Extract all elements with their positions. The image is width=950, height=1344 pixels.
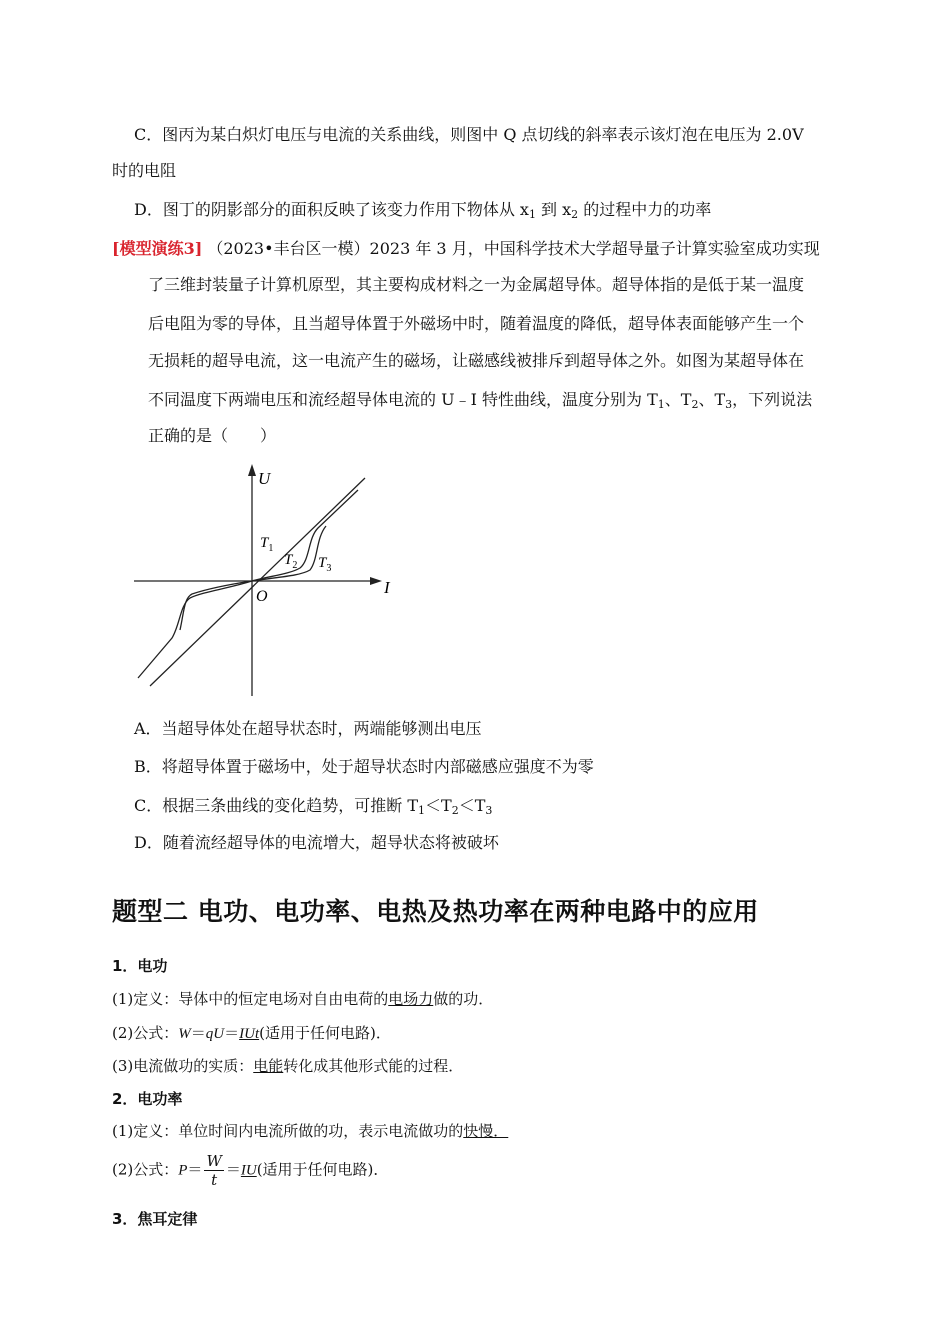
option-c-prev-line2: 时的电阻 <box>112 161 177 180</box>
exercise-line6: 正确的是（ ） <box>148 426 277 445</box>
power-formula: (2)公式：P＝ $\frac{W}{t}$ ＝IU(适用于任何电路)． <box>112 1152 389 1189</box>
section-title: 题型二 电功、电功率、电热及热功率在两种电路中的应用 <box>112 897 759 926</box>
curve-t2 <box>138 490 358 678</box>
work-formula: (2)公式：W＝qU＝IUt(适用于任何电路)． <box>112 1024 391 1042</box>
exercise-line4: 无损耗的超导电流，这一电流产生的磁场，让磁感线被排斥到超导体之外。如图为某超导体在 <box>148 351 805 370</box>
origin-label: O <box>256 588 268 605</box>
exercise-first-line: [模型演练3] （2023•丰台区一模）2023 年 3 月，中国科学技术大学超导量子计算实验室成功实现 <box>112 239 820 258</box>
work-definition: (1)定义：导体中的恒定电场对自由电荷的电场力做的功． <box>112 990 494 1008</box>
u-axis-arrow-icon <box>248 464 256 476</box>
curve-t1 <box>150 478 365 686</box>
option-c: C．根据三条曲线的变化趋势，可推断 $T_1<T_2<T_3$ <box>134 796 493 817</box>
i-axis-arrow-icon <box>370 577 382 585</box>
exercise-line5: 不同温度下两端电压和流经超导体电流的 U﹣I 特性曲线，温度分别为 $T_1$、$T_2$、$T_3$，下列说法 <box>148 390 813 411</box>
curve-t3 <box>180 526 326 630</box>
exercise-line3: 后电阻为零的导体，且当超导体置于外磁场中时，随着温度的降低，超导体表面能够产生一个 <box>148 314 805 333</box>
option-b: B．将超导体置于磁场中，处于超导状态时内部磁感应强度不为零 <box>134 757 594 776</box>
option-c-prev-line1: C．图丙为某白炽灯电压与电流的关系曲线，则图中 Q 点切线的斜率表示该灯泡在电压为 2.0V <box>134 125 804 144</box>
exercise-tag: [模型演练3] <box>112 239 203 258</box>
t1-label: $T_1$ <box>260 535 274 554</box>
t3-label: $T_3$ <box>318 555 332 574</box>
t2-label: $T_2$ <box>284 552 298 571</box>
option-d-prev: D．图丁的阴影部分的面积反映了该变力作用下物体从 $x_1$ 到 $x_2$ 的过程中力的功率 <box>134 200 712 221</box>
heading-electric-power: 2．电功率 <box>112 1090 183 1108</box>
u-axis-label: U <box>258 469 271 488</box>
option-a: A．当超导体处在超导状态时，两端能够测出电压 <box>134 719 482 738</box>
work-formula-blank: IUt <box>239 1026 260 1042</box>
heading-electric-work: 1．电功 <box>112 957 168 975</box>
power-definition-blank: 快慢． <box>463 1122 509 1140</box>
option-d: D．随着流经超导体的电流增大，超导状态将被破坏 <box>134 833 499 852</box>
power-definition: (1)定义：单位时间内电流所做的功，表示电流做功的快慢． <box>112 1122 509 1140</box>
ui-characteristic-graph <box>120 460 410 700</box>
exercise-line2: 了三维封装量子计算机原型，其主要构成材料之一为金属超导体。超导体指的是低于某一温度 <box>148 275 805 294</box>
work-definition-blank: 电场力 <box>388 990 434 1008</box>
heading-joule-law: 3．焦耳定律 <box>112 1210 198 1228</box>
power-formula-blank: IU <box>240 1162 257 1179</box>
power-fraction: $\frac{W}{t}$ <box>206 1152 222 1189</box>
work-essence: (3)电流做功的实质：电能转化成其他形式能的过程． <box>112 1057 464 1075</box>
work-essence-blank: 电能 <box>253 1057 284 1075</box>
i-axis-label: I <box>384 578 390 597</box>
